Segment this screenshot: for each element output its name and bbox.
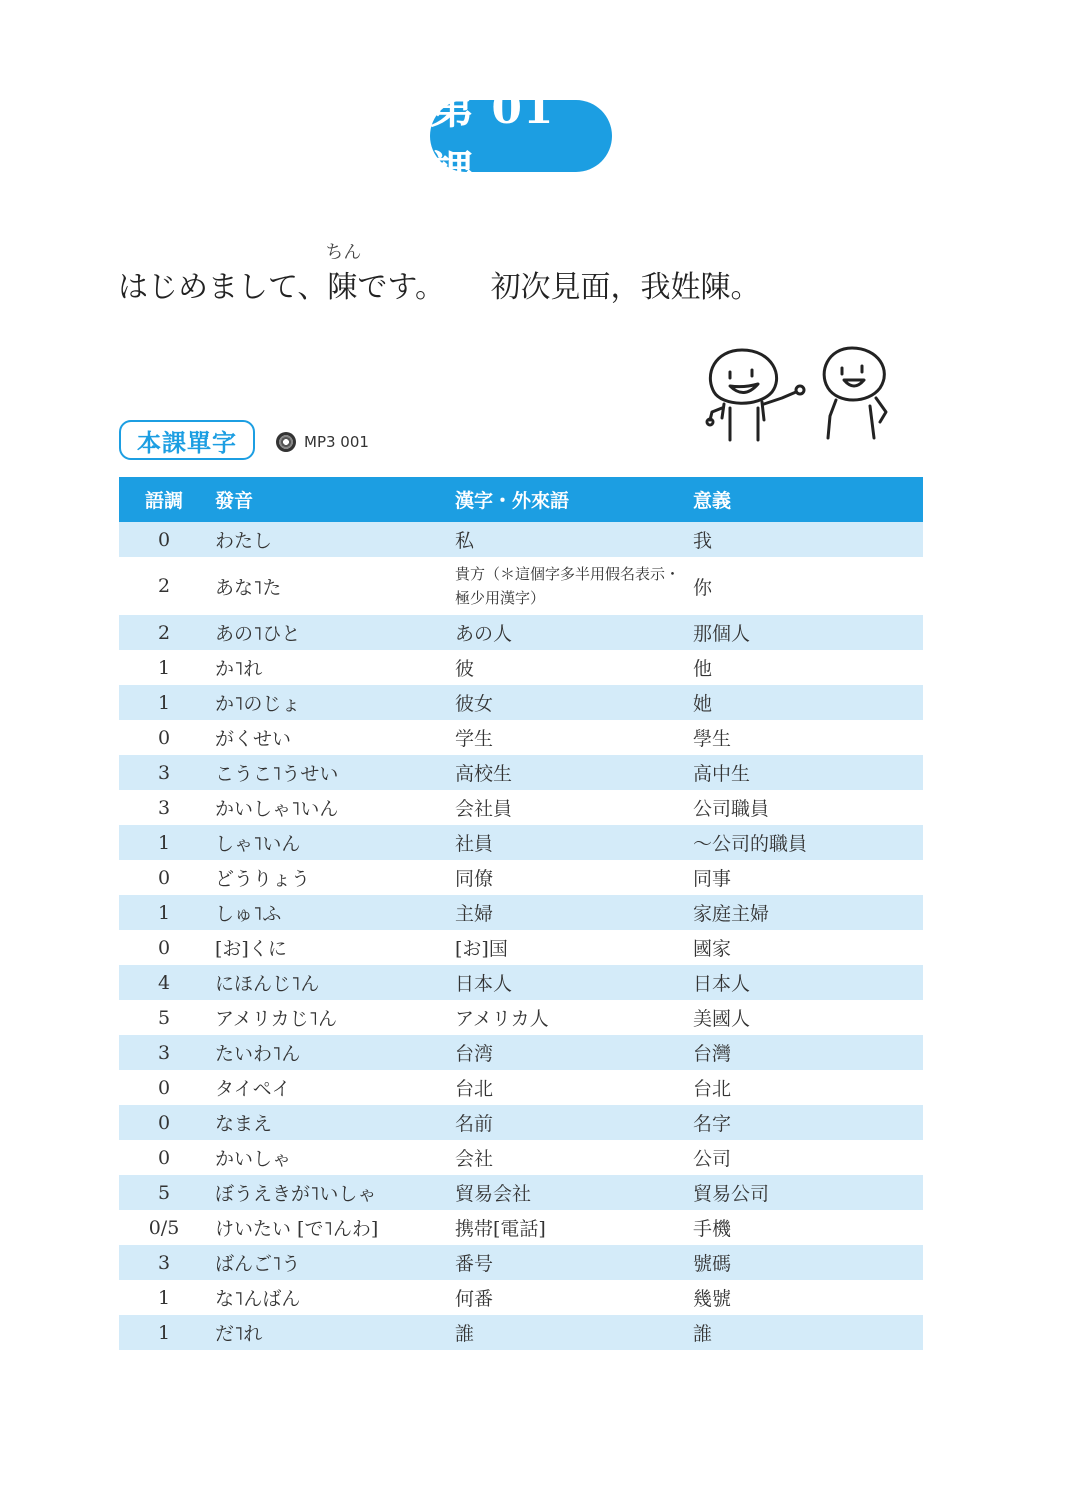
header-tone: 語調: [119, 477, 209, 522]
mp3-track-label: MP3 001: [304, 433, 369, 451]
kanji-cell: 社員: [449, 825, 687, 860]
table-row: [119, 1245, 923, 1280]
tone-cell: 3: [119, 1245, 209, 1280]
vocab-table: [119, 477, 923, 1350]
tone-cell: 0: [119, 1105, 209, 1140]
tone-cell: 1: [119, 895, 209, 930]
kanji-cell: 学生: [455, 728, 494, 750]
kanji-cell: 彼女: [449, 685, 687, 720]
kanji-cell: 貴方（＊這個字多半用假名表示・極少用漢字）: [455, 565, 681, 607]
table-row: [119, 825, 923, 860]
reading-cell: だ˥れ: [209, 1315, 449, 1350]
tone-cell: 1: [119, 685, 209, 720]
kanji-cell: 私: [449, 522, 687, 557]
lesson-badge-text: 第 01 課: [430, 83, 555, 198]
reading-cell: しゅ˥ふ: [209, 895, 449, 930]
tone-cell: 1: [157, 656, 171, 679]
reading-cell: あの˥ひと: [209, 615, 449, 650]
meaning-cell: 台北: [693, 1078, 732, 1100]
kanji-cell: あの人: [449, 615, 687, 650]
reading-cell: あな˥た: [215, 576, 282, 599]
vocab-section-label: 本課單字: [119, 420, 255, 460]
table-row: [119, 1280, 923, 1315]
kanji-cell: 高校生: [449, 755, 687, 790]
table-row: [119, 1175, 923, 1210]
tone-cell: 0: [157, 866, 171, 889]
tone-cell: 5: [157, 1006, 171, 1029]
meaning-cell: ～公司的職員: [687, 825, 923, 860]
tone-cell: 0: [157, 1076, 171, 1099]
tone-cell: 3: [119, 755, 209, 790]
kanji-cell: アメリカ人: [455, 1008, 549, 1030]
reading-cell: わたし: [209, 522, 449, 557]
header-reading: 發音: [209, 477, 449, 522]
kanji-cell: 主婦: [449, 895, 687, 930]
tone-cell: 5: [119, 1175, 209, 1210]
tone-cell: 1: [119, 1315, 209, 1350]
table-row: [119, 1070, 923, 1105]
table-row: [119, 965, 923, 1000]
meaning-cell: 幾號: [693, 1288, 732, 1310]
reading-cell: けいたい [で˥んわ]: [215, 1218, 379, 1240]
reading-cell: ばんご˥う: [209, 1245, 449, 1280]
meaning-cell: 國家: [693, 938, 732, 960]
meaning-cell: 台灣: [687, 1035, 923, 1070]
meaning-cell: 同事: [693, 868, 732, 890]
reading-cell: かいしゃ: [215, 1148, 292, 1170]
table-row: [119, 720, 923, 755]
lesson-title: [118, 242, 761, 306]
kanji-cell: 名前: [449, 1105, 687, 1140]
meaning-cell: 號碼: [687, 1245, 923, 1280]
tone-cell: 3: [157, 796, 171, 819]
table-row: [119, 1000, 923, 1035]
meaning-cell: 公司: [693, 1148, 732, 1170]
header-meaning: 意義: [687, 477, 923, 522]
table-row: [119, 650, 923, 685]
lesson-badge: [430, 83, 612, 198]
reading-cell: アメリカじ˥ん: [215, 1008, 338, 1030]
tone-cell: 0: [157, 1146, 171, 1169]
kanji-cell: 携帯[電話]: [455, 1218, 546, 1240]
kanji-cell: 台北: [455, 1078, 494, 1100]
table-row: [119, 930, 923, 965]
kanji-cell: 会社員: [455, 798, 513, 820]
meaning-cell: 美國人: [693, 1008, 751, 1030]
tone-cell: 1: [119, 825, 209, 860]
kanji-cell: [お]国: [455, 938, 508, 960]
reading-cell: にほんじ˥ん: [209, 965, 449, 1000]
table-row: [119, 557, 923, 615]
kanji-cell: 会社: [455, 1148, 494, 1170]
reading-cell: なまえ: [209, 1105, 449, 1140]
meaning-cell: 那個人: [687, 615, 923, 650]
reading-cell: どうりょう: [215, 868, 311, 890]
reading-cell: [お]くに: [215, 938, 287, 960]
kanji-cell: 番号: [449, 1245, 687, 1280]
tone-cell: 0: [157, 726, 171, 749]
table-row: [119, 860, 923, 895]
reading-cell: か˥れ: [215, 658, 263, 680]
kanji-cell: 彼: [455, 658, 475, 680]
kanji-cell: 日本人: [449, 965, 687, 1000]
kanji-cell: 何番: [455, 1288, 494, 1310]
tone-cell: 2: [119, 615, 209, 650]
kanji-cell: 貿易会社: [449, 1175, 687, 1210]
table-row: [119, 522, 923, 557]
reading-cell: こうこ˥うせい: [209, 755, 449, 790]
cd-icon: [276, 432, 296, 452]
tone-cell: 4: [119, 965, 209, 1000]
reading-cell: ぼうえきが˥いしゃ: [209, 1175, 449, 1210]
reading-cell: しゃ˥いん: [209, 825, 449, 860]
reading-cell: か˥のじょ: [209, 685, 449, 720]
reading-cell: かいしゃ˥いん: [215, 798, 339, 820]
meaning-cell: 誰: [687, 1315, 923, 1350]
meaning-cell: 家庭主婦: [687, 895, 923, 930]
table-header-row: [119, 477, 923, 522]
meaning-cell: 她: [687, 685, 923, 720]
stick-figures-illustration: [700, 342, 900, 452]
table-row: [119, 1315, 923, 1350]
table-row: [119, 1035, 923, 1070]
tone-cell: 0/5: [148, 1216, 180, 1239]
table-row: [119, 790, 923, 825]
meaning-cell: 貿易公司: [687, 1175, 923, 1210]
table-row: [119, 895, 923, 930]
title-jp: [118, 242, 446, 306]
meaning-cell: 你: [693, 576, 713, 599]
meaning-cell: 名字: [687, 1105, 923, 1140]
title-furigana: ちん: [325, 242, 362, 263]
meaning-cell: 高中生: [687, 755, 923, 790]
table-row: [119, 1210, 923, 1245]
table-row: [119, 685, 923, 720]
tone-cell: 0: [119, 522, 209, 557]
meaning-cell: 日本人: [687, 965, 923, 1000]
meaning-cell: 他: [693, 658, 713, 680]
reading-cell: たいわ˥ん: [209, 1035, 449, 1070]
kanji-cell: 同僚: [455, 868, 494, 890]
header-kanji: 漢字・外來語: [449, 477, 687, 522]
meaning-cell: 我: [687, 522, 923, 557]
table-row: [119, 1140, 923, 1175]
meaning-cell: 學生: [693, 728, 732, 750]
reading-cell: がくせい: [215, 728, 292, 750]
reading-cell: な˥んばん: [215, 1288, 301, 1310]
title-jp-after: です。: [357, 270, 446, 305]
meaning-cell: 公司職員: [693, 798, 770, 820]
table-row: [119, 615, 923, 650]
table-row: [119, 1105, 923, 1140]
meaning-cell: 手機: [693, 1218, 732, 1240]
tone-cell: 3: [119, 1035, 209, 1070]
tone-cell: 1: [157, 1286, 171, 1309]
title-kanji: ちん 陳: [327, 262, 357, 306]
title-jp-before: はじめまして、: [118, 270, 328, 305]
kanji-cell: 台湾: [449, 1035, 687, 1070]
tone-cell: 0: [157, 936, 171, 959]
tone-cell: 2: [157, 575, 171, 597]
mp3-track[interactable]: [276, 432, 369, 452]
kanji-cell: 誰: [449, 1315, 687, 1350]
reading-cell: タイペイ: [215, 1078, 291, 1100]
title-zh: 初次見面，我姓陳。: [490, 270, 761, 305]
table-row: [119, 755, 923, 790]
